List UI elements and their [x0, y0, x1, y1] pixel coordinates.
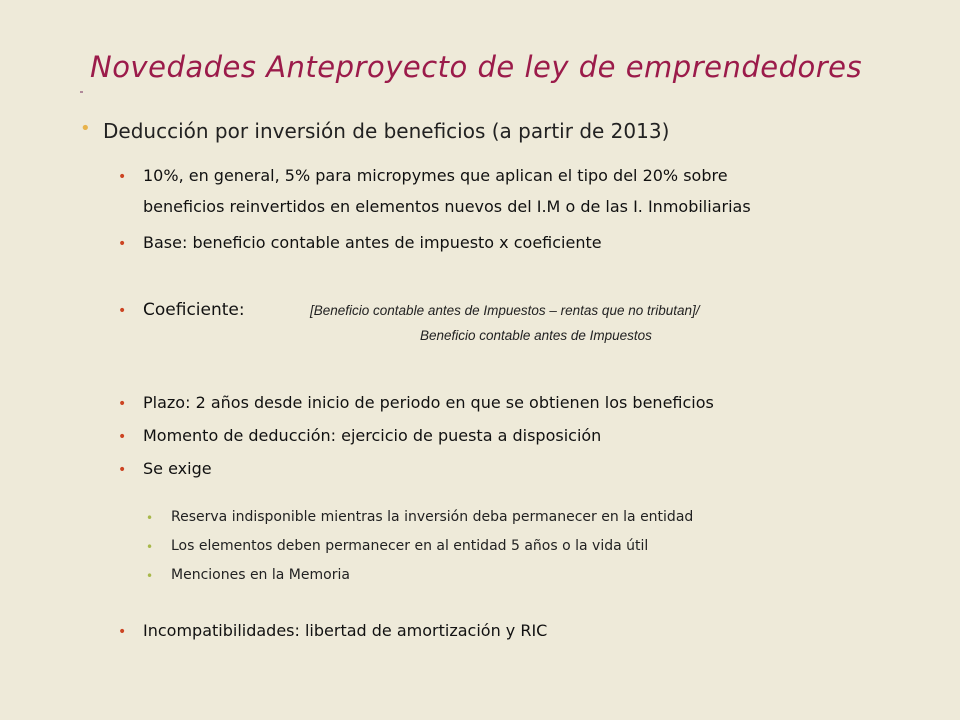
bullet-dot-icon: • [80, 118, 91, 139]
bullet-dot-icon: • [118, 169, 127, 185]
item-coeficiente: Coeficiente: [143, 300, 245, 320]
bullet-dot-icon: • [118, 429, 127, 445]
sub-item-reserva: Reserva indisponible mientras la inversión deba permanecer en la entidad [171, 509, 694, 525]
title-underline-mark [80, 91, 83, 93]
item-momento: Momento de deducción: ejercicio de puesta a disposición [143, 426, 602, 445]
item-plazo: Plazo: 2 años desde inicio de periodo en que se obtienen los beneficios [143, 393, 714, 412]
bullet-dot-icon: • [118, 236, 127, 252]
bullet-dot-icon: • [118, 396, 127, 412]
bullet-dot-icon: • [118, 462, 127, 478]
item-base: Base: beneficio contable antes de impuesto x coeficiente [143, 233, 602, 252]
bullet-dot-icon: • [118, 303, 127, 319]
main-bullet-text: Deducción por inversión de beneficios (a partir de 2013) [103, 119, 670, 143]
item-se-exige: Se exige [143, 459, 212, 478]
formula-denominator: Beneficio contable antes de Impuestos [420, 328, 652, 343]
bullet-dot-icon: • [118, 624, 127, 640]
item-tipo-line1: 10%, en general, 5% para micropymes que aplican el tipo del 20% sobre [143, 166, 728, 185]
item-incompatibilidades: Incompatibilidades: libertad de amortización y RIC [143, 621, 548, 640]
item-tipo-line2: beneficios reinvertidos en elementos nuevos del I.M o de las I. Inmobiliarias [143, 197, 751, 216]
formula-numerator: [Beneficio contable antes de Impuestos – rentas que no tributan]/ [310, 303, 700, 318]
sub-item-menciones: Menciones en la Memoria [171, 567, 350, 583]
bullet-dot-icon: • [146, 511, 154, 525]
bullet-dot-icon: • [146, 569, 154, 583]
bullet-dot-icon: • [146, 540, 154, 554]
slide-title: Novedades Anteproyecto de ley de emprendedores [90, 50, 863, 84]
sub-item-elementos: Los elementos deben permanecer en al entidad 5 años o la vida útil [171, 538, 649, 554]
